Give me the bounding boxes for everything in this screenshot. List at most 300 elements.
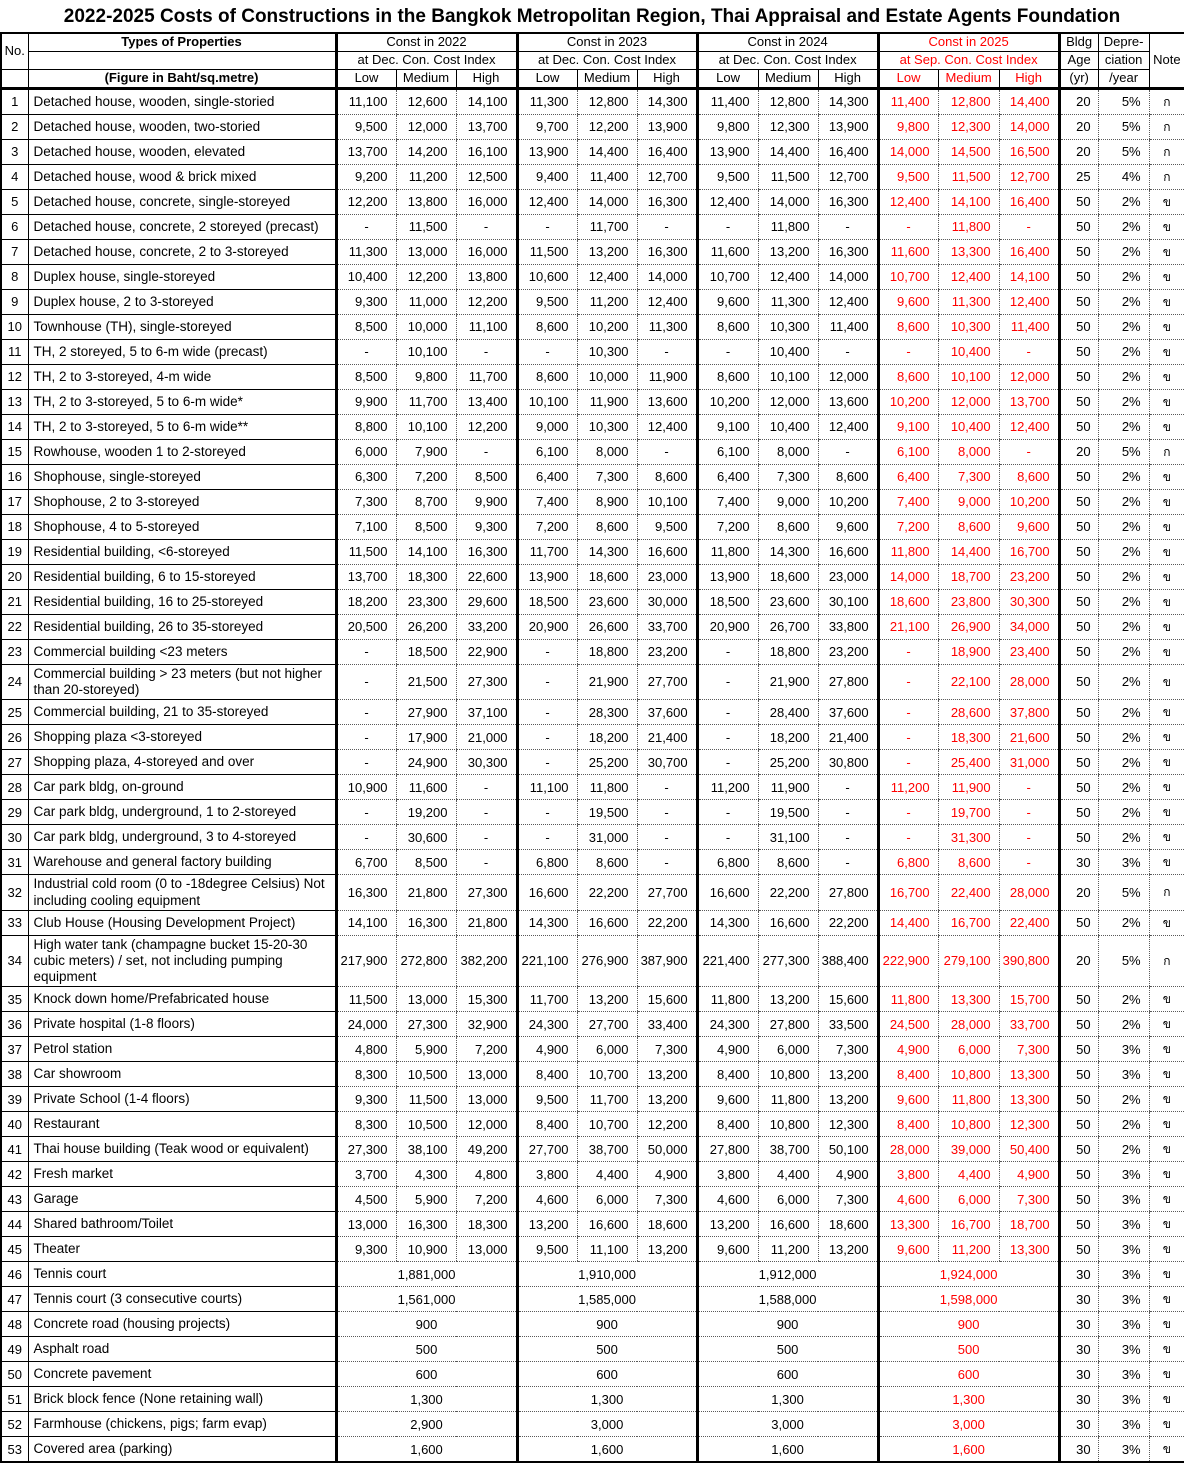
cost-2023-medium: 26,600 bbox=[577, 615, 637, 640]
cost-2025-high: 28,000 bbox=[999, 665, 1059, 700]
table-row bbox=[1, 1012, 1184, 1037]
note-value: ข bbox=[1149, 1312, 1184, 1337]
depreciation-rate: 2% bbox=[1098, 265, 1149, 290]
cost-2024-medium: 6,000 bbox=[758, 1187, 818, 1212]
row-number: 46 bbox=[1, 1262, 28, 1287]
cost-2025-high: 390,800 bbox=[999, 935, 1059, 987]
depreciation-rate: 4% bbox=[1098, 165, 1149, 190]
depreciation-rate: 2% bbox=[1098, 987, 1149, 1012]
property-type: Townhouse (TH), single-storeyed bbox=[28, 315, 336, 340]
header-index-2023: at Dec. Con. Cost Index bbox=[517, 52, 697, 70]
cost-2024-high: 388,400 bbox=[818, 935, 878, 987]
cost-2024-medium: 18,600 bbox=[758, 565, 818, 590]
depreciation-rate: 2% bbox=[1098, 775, 1149, 800]
cost-2023-high: 21,400 bbox=[637, 725, 697, 750]
cost-2022-medium: 11,700 bbox=[396, 390, 456, 415]
cost-2022-medium: 4,300 bbox=[396, 1162, 456, 1187]
cost-2023-high: 16,600 bbox=[637, 540, 697, 565]
cost-2024-low: 3,800 bbox=[697, 1162, 758, 1187]
cost-2024-high: 33,800 bbox=[818, 615, 878, 640]
cost-2022-high: 7,200 bbox=[456, 1187, 517, 1212]
table-row bbox=[1, 1212, 1184, 1237]
building-age: 50 bbox=[1059, 1062, 1098, 1087]
cost-2022-low: 14,100 bbox=[336, 910, 396, 935]
depreciation-rate: 2% bbox=[1098, 910, 1149, 935]
cost-2025-high: - bbox=[999, 340, 1059, 365]
note-value: ข bbox=[1149, 665, 1184, 700]
cost-2025-high: - bbox=[999, 800, 1059, 825]
property-type: Rowhouse, wooden 1 to 2-storeyed bbox=[28, 440, 336, 465]
cost-2022-high: 4,800 bbox=[456, 1162, 517, 1187]
cost-2025-medium: 11,300 bbox=[938, 290, 999, 315]
cost-2025-high: 30,300 bbox=[999, 590, 1059, 615]
cost-2024-low: 27,800 bbox=[697, 1137, 758, 1162]
building-age: 50 bbox=[1059, 390, 1098, 415]
cost-2023-low: 7,400 bbox=[517, 490, 577, 515]
property-type: Theater bbox=[28, 1237, 336, 1262]
cost-2025-medium: 18,700 bbox=[938, 565, 999, 590]
note-value: ข bbox=[1149, 465, 1184, 490]
cost-2024-high: 30,800 bbox=[818, 750, 878, 775]
cost-2025-high: 13,700 bbox=[999, 390, 1059, 415]
building-age: 50 bbox=[1059, 265, 1098, 290]
cost-2024-low: 9,600 bbox=[697, 290, 758, 315]
cost-2024-medium: 277,300 bbox=[758, 935, 818, 987]
cost-2023-low: 14,300 bbox=[517, 910, 577, 935]
building-age: 50 bbox=[1059, 365, 1098, 390]
header-depreciation-line3: /year bbox=[1098, 70, 1149, 89]
cost-2024-high: 30,100 bbox=[818, 590, 878, 615]
cost-2025-medium: 12,300 bbox=[938, 115, 999, 140]
header-low-2024: Low bbox=[697, 70, 758, 89]
table-row bbox=[1, 240, 1184, 265]
note-value: ข bbox=[1149, 190, 1184, 215]
header-year-2025: Const in 2025 bbox=[878, 33, 1059, 52]
cost-2023-medium: 19,500 bbox=[577, 800, 637, 825]
cost-2024-low: 9,100 bbox=[697, 415, 758, 440]
building-age: 50 bbox=[1059, 750, 1098, 775]
cost-2023-high: 13,200 bbox=[637, 1062, 697, 1087]
cost-2022-medium: 5,900 bbox=[396, 1187, 456, 1212]
property-type: Warehouse and general factory building bbox=[28, 850, 336, 875]
row-number: 45 bbox=[1, 1237, 28, 1262]
table-header bbox=[1, 33, 1184, 89]
cost-2024-high: 14,000 bbox=[818, 265, 878, 290]
header-types-spacer bbox=[28, 52, 336, 70]
table-row bbox=[1, 415, 1184, 440]
note-value: ข bbox=[1149, 415, 1184, 440]
property-type: Detached house, concrete, single-storeyed bbox=[28, 190, 336, 215]
table-row bbox=[1, 1037, 1184, 1062]
cost-2022-low: - bbox=[336, 340, 396, 365]
note-value: ข bbox=[1149, 1387, 1184, 1412]
cost-2024-low: 9,600 bbox=[697, 1237, 758, 1262]
header-bldg-line3: (yr) bbox=[1059, 70, 1098, 89]
header-no-spacer bbox=[1, 70, 28, 89]
cost-2024-high: 16,300 bbox=[818, 240, 878, 265]
cost-2025-medium: 10,400 bbox=[938, 340, 999, 365]
cost-2023-low: 9,400 bbox=[517, 165, 577, 190]
cost-2025-medium: 13,300 bbox=[938, 240, 999, 265]
row-number: 34 bbox=[1, 935, 28, 987]
table-row bbox=[1, 1337, 1184, 1362]
cost-2023-high: 13,900 bbox=[637, 115, 697, 140]
cost-2025-low: - bbox=[878, 665, 938, 700]
cost-2023-medium: 11,800 bbox=[577, 775, 637, 800]
cost-2024-high: 14,300 bbox=[818, 89, 878, 115]
property-type: TH, 2 to 3-storeyed, 5 to 6-m wide** bbox=[28, 415, 336, 440]
cost-2023-high: 12,200 bbox=[637, 1112, 697, 1137]
cost-2024-high: 16,300 bbox=[818, 190, 878, 215]
depreciation-rate: 2% bbox=[1098, 825, 1149, 850]
cost-2022-low: 12,200 bbox=[336, 190, 396, 215]
note-value: ข bbox=[1149, 1137, 1184, 1162]
cost-2023-high: 15,600 bbox=[637, 987, 697, 1012]
property-type: Garage bbox=[28, 1187, 336, 1212]
table-row bbox=[1, 315, 1184, 340]
cost-2023-medium: 18,800 bbox=[577, 640, 637, 665]
cost-2022: 1,300 bbox=[336, 1387, 517, 1412]
cost-2024: 1,600 bbox=[697, 1437, 878, 1463]
cost-2024-medium: 11,500 bbox=[758, 165, 818, 190]
cost-2022: 600 bbox=[336, 1362, 517, 1387]
row-number: 38 bbox=[1, 1062, 28, 1087]
cost-2025-medium: 19,700 bbox=[938, 800, 999, 825]
cost-2022: 1,561,000 bbox=[336, 1287, 517, 1312]
cost-2025: 1,598,000 bbox=[878, 1287, 1059, 1312]
cost-2025-high: 12,400 bbox=[999, 415, 1059, 440]
cost-2025-high: - bbox=[999, 440, 1059, 465]
cost-2025-high: 9,600 bbox=[999, 515, 1059, 540]
building-age: 50 bbox=[1059, 825, 1098, 850]
cost-2024-medium: 12,000 bbox=[758, 390, 818, 415]
property-type: Car showroom bbox=[28, 1062, 336, 1087]
cost-2022-low: - bbox=[336, 825, 396, 850]
cost-2025: 3,000 bbox=[878, 1412, 1059, 1437]
cost-2024-low: - bbox=[697, 700, 758, 725]
cost-2023-medium: 8,600 bbox=[577, 515, 637, 540]
cost-2024-high: 7,300 bbox=[818, 1037, 878, 1062]
table-row bbox=[1, 215, 1184, 240]
cost-2024-medium: 6,000 bbox=[758, 1037, 818, 1062]
building-age: 30 bbox=[1059, 1312, 1098, 1337]
cost-2024-medium: 16,600 bbox=[758, 910, 818, 935]
row-number: 4 bbox=[1, 165, 28, 190]
note-value: ข bbox=[1149, 775, 1184, 800]
cost-2022-medium: 10,900 bbox=[396, 1237, 456, 1262]
cost-2022-high: - bbox=[456, 825, 517, 850]
note-value: ข bbox=[1149, 340, 1184, 365]
table-row bbox=[1, 1287, 1184, 1312]
building-age: 50 bbox=[1059, 565, 1098, 590]
cost-2025-high: 16,400 bbox=[999, 190, 1059, 215]
cost-2023-medium: 10,200 bbox=[577, 315, 637, 340]
cost-2023-medium: 4,400 bbox=[577, 1162, 637, 1187]
note-value: ข bbox=[1149, 590, 1184, 615]
property-type: Concrete road (housing projects) bbox=[28, 1312, 336, 1337]
cost-2025-medium: 10,800 bbox=[938, 1062, 999, 1087]
cost-2022-medium: 7,900 bbox=[396, 440, 456, 465]
building-age: 50 bbox=[1059, 415, 1098, 440]
cost-2023-low: - bbox=[517, 825, 577, 850]
row-number: 20 bbox=[1, 565, 28, 590]
cost-2022-low: 9,300 bbox=[336, 1237, 396, 1262]
cost-2023: 900 bbox=[517, 1312, 697, 1337]
cost-2023-low: 9,500 bbox=[517, 1237, 577, 1262]
cost-2022-low: 7,100 bbox=[336, 515, 396, 540]
cost-2025-medium: 14,400 bbox=[938, 540, 999, 565]
cost-2023-high: 387,900 bbox=[637, 935, 697, 987]
cost-2024-low: 7,400 bbox=[697, 490, 758, 515]
cost-2023-high: 9,500 bbox=[637, 515, 697, 540]
cost-2022-medium: 8,500 bbox=[396, 850, 456, 875]
cost-2023-medium: 7,300 bbox=[577, 465, 637, 490]
cost-2025-medium: 8,600 bbox=[938, 850, 999, 875]
cost-2025-low: 14,000 bbox=[878, 565, 938, 590]
cost-2025-low: 6,100 bbox=[878, 440, 938, 465]
cost-2022-high: 12,200 bbox=[456, 415, 517, 440]
cost-2022-high: 7,200 bbox=[456, 1037, 517, 1062]
row-number: 37 bbox=[1, 1037, 28, 1062]
cost-2025-low: - bbox=[878, 640, 938, 665]
depreciation-rate: 2% bbox=[1098, 1012, 1149, 1037]
property-type: Car park bldg, on-ground bbox=[28, 775, 336, 800]
cost-2022-medium: 10,000 bbox=[396, 315, 456, 340]
row-number: 29 bbox=[1, 800, 28, 825]
note-value: ข bbox=[1149, 1062, 1184, 1087]
note-value: ข bbox=[1149, 725, 1184, 750]
cost-2024-low: 8,600 bbox=[697, 365, 758, 390]
row-number: 23 bbox=[1, 640, 28, 665]
cost-2023-medium: 31,000 bbox=[577, 825, 637, 850]
cost-2022-medium: 12,000 bbox=[396, 115, 456, 140]
cost-2022-low: 6,700 bbox=[336, 850, 396, 875]
table-row bbox=[1, 265, 1184, 290]
cost-2022-medium: 9,800 bbox=[396, 365, 456, 390]
cost-2022-medium: 30,600 bbox=[396, 825, 456, 850]
cost-2024-high: 50,100 bbox=[818, 1137, 878, 1162]
note-value: ข bbox=[1149, 365, 1184, 390]
property-type: Knock down home/Prefabricated house bbox=[28, 987, 336, 1012]
cost-2024-high: - bbox=[818, 775, 878, 800]
cost-2022-low: - bbox=[336, 725, 396, 750]
cost-2025-medium: 9,000 bbox=[938, 490, 999, 515]
cost-2025-low: 14,000 bbox=[878, 140, 938, 165]
cost-2023-medium: 21,900 bbox=[577, 665, 637, 700]
table-row bbox=[1, 1062, 1184, 1087]
cost-2022-low: 8,300 bbox=[336, 1112, 396, 1137]
cost-2022-low: 4,800 bbox=[336, 1037, 396, 1062]
cost-2022-medium: 27,300 bbox=[396, 1012, 456, 1037]
cost-2022-high: 21,000 bbox=[456, 725, 517, 750]
row-number: 22 bbox=[1, 615, 28, 640]
cost-2023-high: 27,700 bbox=[637, 875, 697, 910]
cost-2025-medium: 11,800 bbox=[938, 215, 999, 240]
cost-2022-medium: 38,100 bbox=[396, 1137, 456, 1162]
depreciation-rate: 3% bbox=[1098, 1287, 1149, 1312]
note-value: ข bbox=[1149, 615, 1184, 640]
cost-2023: 500 bbox=[517, 1337, 697, 1362]
table-row bbox=[1, 565, 1184, 590]
cost-2024-high: - bbox=[818, 850, 878, 875]
cost-2022-high: 15,300 bbox=[456, 987, 517, 1012]
cost-2024-low: - bbox=[697, 640, 758, 665]
cost-2022-high: 33,200 bbox=[456, 615, 517, 640]
cost-2025-low: 6,800 bbox=[878, 850, 938, 875]
building-age: 20 bbox=[1059, 115, 1098, 140]
cost-2024-medium: 23,600 bbox=[758, 590, 818, 615]
cost-2023-medium: 23,600 bbox=[577, 590, 637, 615]
row-number: 26 bbox=[1, 725, 28, 750]
table-row bbox=[1, 615, 1184, 640]
cost-2024-medium: 8,600 bbox=[758, 850, 818, 875]
cost-2023-medium: 10,000 bbox=[577, 365, 637, 390]
building-age: 50 bbox=[1059, 340, 1098, 365]
row-number: 2 bbox=[1, 115, 28, 140]
cost-2023-low: - bbox=[517, 700, 577, 725]
cost-2022-high: 27,300 bbox=[456, 665, 517, 700]
depreciation-rate: 3% bbox=[1098, 1237, 1149, 1262]
row-number: 14 bbox=[1, 415, 28, 440]
property-type: Brick block fence (None retaining wall) bbox=[28, 1387, 336, 1412]
row-number: 1 bbox=[1, 89, 28, 115]
cost-2024-high: 15,600 bbox=[818, 987, 878, 1012]
cost-2025-low: 9,600 bbox=[878, 1237, 938, 1262]
cost-2023-high: 33,400 bbox=[637, 1012, 697, 1037]
row-number: 47 bbox=[1, 1287, 28, 1312]
cost-2025: 900 bbox=[878, 1312, 1059, 1337]
building-age: 50 bbox=[1059, 1087, 1098, 1112]
header-index-2025: at Sep. Con. Cost Index bbox=[878, 52, 1059, 70]
cost-2023-medium: 8,000 bbox=[577, 440, 637, 465]
cost-2025-high: - bbox=[999, 215, 1059, 240]
cost-2022-medium: 11,000 bbox=[396, 290, 456, 315]
depreciation-rate: 2% bbox=[1098, 365, 1149, 390]
cost-2025-low: - bbox=[878, 725, 938, 750]
cost-2024-medium: 25,200 bbox=[758, 750, 818, 775]
building-age: 50 bbox=[1059, 515, 1098, 540]
property-type: Duplex house, single-storeyed bbox=[28, 265, 336, 290]
cost-2022-high: 14,100 bbox=[456, 89, 517, 115]
cost-2024-low: 11,800 bbox=[697, 540, 758, 565]
note-value: ข bbox=[1149, 1037, 1184, 1062]
row-number: 53 bbox=[1, 1437, 28, 1463]
cost-2024-medium: 26,700 bbox=[758, 615, 818, 640]
cost-2023-low: 8,400 bbox=[517, 1112, 577, 1137]
cost-2022-high: 49,200 bbox=[456, 1137, 517, 1162]
header-low-2022: Low bbox=[336, 70, 396, 89]
cost-2022-high: 22,900 bbox=[456, 640, 517, 665]
note-value: ข bbox=[1149, 315, 1184, 340]
cost-2022-medium: 24,900 bbox=[396, 750, 456, 775]
building-age: 50 bbox=[1059, 215, 1098, 240]
note-value: ข bbox=[1149, 215, 1184, 240]
cost-2022-low: 13,700 bbox=[336, 140, 396, 165]
header-year-2022: Const in 2022 bbox=[336, 33, 517, 52]
header-medium-2022: Medium bbox=[396, 70, 456, 89]
cost-2023-high: - bbox=[637, 440, 697, 465]
cost-2025-low: 4,600 bbox=[878, 1187, 938, 1212]
cost-2023-low: 6,400 bbox=[517, 465, 577, 490]
cost-2025-low: 24,500 bbox=[878, 1012, 938, 1037]
cost-2022-high: 13,700 bbox=[456, 115, 517, 140]
cost-2022-medium: 272,800 bbox=[396, 935, 456, 987]
property-type: Club House (Housing Development Project) bbox=[28, 910, 336, 935]
cost-2023-medium: 8,900 bbox=[577, 490, 637, 515]
header-medium-2024: Medium bbox=[758, 70, 818, 89]
cost-2025-low: 11,200 bbox=[878, 775, 938, 800]
cost-2025-high: 37,800 bbox=[999, 700, 1059, 725]
cost-2022-high: 30,300 bbox=[456, 750, 517, 775]
cost-2023-high: 16,400 bbox=[637, 140, 697, 165]
cost-2022-medium: 7,200 bbox=[396, 465, 456, 490]
cost-2025-low: 21,100 bbox=[878, 615, 938, 640]
cost-2022-medium: 10,100 bbox=[396, 340, 456, 365]
cost-2022-medium: 17,900 bbox=[396, 725, 456, 750]
cost-2022-medium: 8,500 bbox=[396, 515, 456, 540]
row-number: 50 bbox=[1, 1362, 28, 1387]
cost-2022-low: - bbox=[336, 215, 396, 240]
cost-2025-medium: 28,600 bbox=[938, 700, 999, 725]
cost-2023-high: 18,600 bbox=[637, 1212, 697, 1237]
cost-2023-low: - bbox=[517, 215, 577, 240]
cost-2022-medium: 11,500 bbox=[396, 1087, 456, 1112]
cost-2025-high: 12,400 bbox=[999, 290, 1059, 315]
cost-2025-low: 9,100 bbox=[878, 415, 938, 440]
property-type: Duplex house, 2 to 3-storeyed bbox=[28, 290, 336, 315]
cost-2022-medium: 26,200 bbox=[396, 615, 456, 640]
cost-2024-medium: 11,300 bbox=[758, 290, 818, 315]
header-types-title: Types of Properties bbox=[28, 33, 336, 52]
cost-2025-low: 9,500 bbox=[878, 165, 938, 190]
cost-2023-low: 6,800 bbox=[517, 850, 577, 875]
cost-2024-high: 12,400 bbox=[818, 415, 878, 440]
cost-2024-low: 20,900 bbox=[697, 615, 758, 640]
cost-2023: 600 bbox=[517, 1362, 697, 1387]
note-value: ก bbox=[1149, 875, 1184, 910]
header-depreciation-line2: ciation bbox=[1098, 52, 1149, 70]
building-age: 50 bbox=[1059, 615, 1098, 640]
cost-2024: 1,912,000 bbox=[697, 1262, 878, 1287]
row-number: 8 bbox=[1, 265, 28, 290]
depreciation-rate: 2% bbox=[1098, 465, 1149, 490]
property-type: Tennis court bbox=[28, 1262, 336, 1287]
cost-2023-medium: 18,600 bbox=[577, 565, 637, 590]
row-number: 31 bbox=[1, 850, 28, 875]
header-row-1 bbox=[1, 33, 1184, 52]
cost-2023-medium: 11,100 bbox=[577, 1237, 637, 1262]
note-value: ข bbox=[1149, 265, 1184, 290]
cost-2022-medium: 16,300 bbox=[396, 910, 456, 935]
cost-2025-low: 8,400 bbox=[878, 1062, 938, 1087]
cost-2025-low: - bbox=[878, 800, 938, 825]
cost-2022-medium: 16,300 bbox=[396, 1212, 456, 1237]
building-age: 50 bbox=[1059, 665, 1098, 700]
cost-2025-high: 11,400 bbox=[999, 315, 1059, 340]
cost-2025-low: 8,400 bbox=[878, 1112, 938, 1137]
note-value: ข bbox=[1149, 750, 1184, 775]
cost-2023-high: - bbox=[637, 775, 697, 800]
header-index-2024: at Dec. Con. Cost Index bbox=[697, 52, 878, 70]
note-value: ก bbox=[1149, 165, 1184, 190]
cost-2022-low: 10,900 bbox=[336, 775, 396, 800]
header-high-2023: High bbox=[637, 70, 697, 89]
cost-2025-high: 13,300 bbox=[999, 1087, 1059, 1112]
cost-2024-high: 4,900 bbox=[818, 1162, 878, 1187]
row-number: 11 bbox=[1, 340, 28, 365]
cost-2023-medium: 11,200 bbox=[577, 290, 637, 315]
cost-2022-low: 7,300 bbox=[336, 490, 396, 515]
